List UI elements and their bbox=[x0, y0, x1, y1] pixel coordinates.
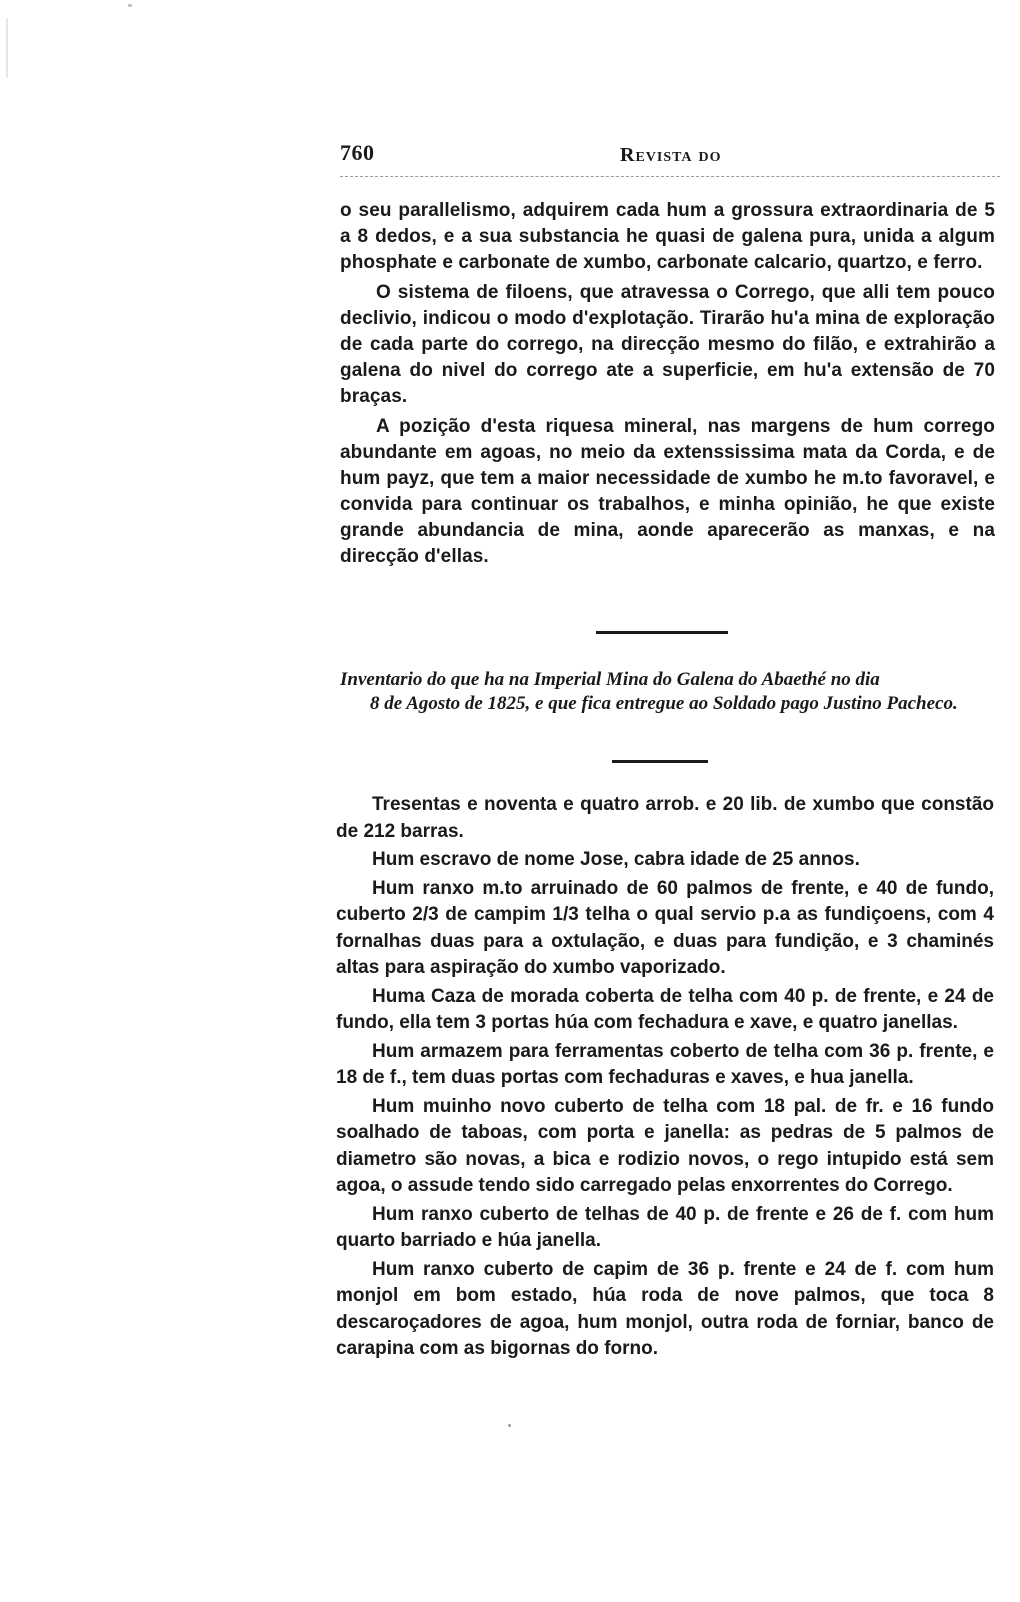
inventory-item: Huma Caza de morada coberta de telha com 40 p. de frente, e 24 de fundo, ella tem 3 portas húa com fechadura e xave, e quatro janellas. bbox=[336, 985, 994, 1033]
caption-continuation: 8 de Agosto de 1825, e que fica entregue ao Soldado pago Justino Pacheco. bbox=[370, 693, 958, 714]
inventory-item: Hum ranxo m.to arruinado de 60 palmos de frente, e 40 de fundo, cuberto 2/3 de campim 1/3 telha o qual servio p.a as fundiçoens, com 4 fornalhas duas para a oxtulação, e duas para fundição, e 3 chaminés altas para aspiração do xumbo vaporizado. bbox=[336, 877, 994, 978]
page-header bbox=[340, 140, 1000, 180]
inventory-item: Hum ranxo cuberto de telhas de 40 p. de frente e 26 de f. com hum quarto barriado e húa janella. bbox=[336, 1203, 994, 1251]
scan-speck bbox=[128, 4, 132, 7]
caption-line: Inventario do que ha na Imperial Mina do Galena do Abaethé no dia bbox=[340, 669, 880, 690]
inventory-item: Hum muinho novo cuberto de telha com 18 pal. de fr. e 16 fundo soalhado de taboas, com porta e janella: as pedras de 5 palmos de diametro são novas, a bica e rodizio novos, o rego intupido está sem agoa, o assude tendo sido carregado pelas enxorrentes do Corrego. bbox=[336, 1095, 994, 1196]
inventory-item: Hum ranxo cuberto de capim de 36 p. frente e 24 de f. com hum monjol em bom estado, húa roda de nove palmos, que toca 8 descaroçadores de agoa, hum monjol, outra roda de forniar, banco de carapina com as bigornas do forno. bbox=[336, 1258, 994, 1359]
page-number: 760 bbox=[340, 140, 375, 165]
scan-edge-mark bbox=[6, 18, 8, 78]
inventory-caption bbox=[340, 668, 995, 716]
section-divider bbox=[596, 631, 728, 634]
inventory-item: Tresentas e noventa e quatro arrob. e 20 lib. de xumbo que constão de 212 barras. bbox=[336, 794, 994, 842]
inventory-item: Hum armazem para ferramentas coberto de telha com 36 p. frente, e 18 de f., tem duas portas com fechaduras e xaves, e hua janella. bbox=[336, 1040, 994, 1088]
inventory-list bbox=[336, 792, 994, 1365]
caption-divider bbox=[612, 760, 708, 763]
scan-speck bbox=[508, 1424, 511, 1427]
header-rule bbox=[340, 176, 1000, 177]
running-title: Revista do bbox=[620, 144, 722, 166]
paragraph: O sistema de filoens, que atravessa o Corrego, que alli tem pouco declivio, indicou o modo d'explotação. Tirarão hu'a mina de exploração de cada parte do corrego, na direcção mesmo do filão, e extrahirão a galena do nivel do corrego ate a superficie, em hu'a extensão de 70 braças. bbox=[340, 282, 995, 407]
paragraph: A pozição d'esta riquesa mineral, nas margens de hum corrego abundante em agoas, no meio da extenssissima mata da Corda, e de hum payz, que tem a maior necessidade de xumbo he m.to favoravel, e convida para continuar os trabalhos, e minha opinião, he que existe grande abundancia de mina, aonde aparecerão as manxas, e na direcção d'ellas. bbox=[340, 416, 995, 567]
paragraph: o seu parallelismo, adquirem cada hum a grossura extraordinaria de 5 a 8 dedos, e a sua substancia he quasi de galena pura, unida a algum phosphate e carbonate de xumbo, carbonate calcario, quartzo, e ferro. bbox=[340, 200, 995, 273]
body-text bbox=[340, 198, 995, 574]
inventory-item: Hum escravo de nome Jose, cabra idade de 25 annos. bbox=[372, 849, 860, 870]
